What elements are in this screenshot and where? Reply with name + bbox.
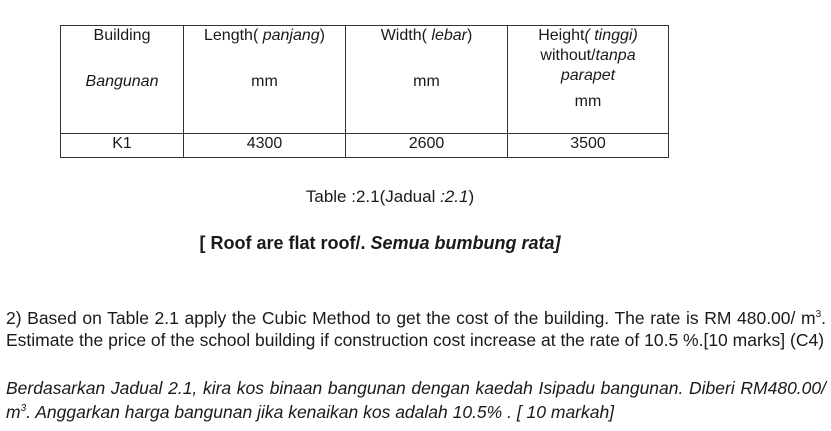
cell-width: 2600: [346, 134, 508, 158]
cell-length: 4300: [184, 134, 346, 158]
header-height-parapet: parapet: [560, 67, 616, 84]
header-width-ms: lebar: [426, 27, 467, 44]
header-width-en: Width(: [380, 27, 427, 44]
header-width: Width( lebar) mm: [346, 26, 508, 134]
header-height-en: Height: [538, 27, 585, 44]
header-height-tanpa: tanpa: [595, 47, 636, 64]
header-length: Length( panjang) mm: [184, 26, 346, 134]
cell-height: 3500: [508, 134, 669, 158]
question-malay: Berdasarkan Jadual 2.1, kira kos binaan bangunan dengan kaedah Isipadu bangunan. Diberi RM480.00/ $m^3$. Anggarkan harga bangunan jika kenaikan kos adalah 10.5% . [ 10 markah]: [6, 378, 826, 422]
table-row: [61, 134, 669, 158]
header-building: [61, 26, 184, 134]
header-length-ms: panjang: [258, 27, 320, 44]
roof-note: [ Roof are flat roof/. Semua bumbung rata]: [199, 233, 561, 253]
question-english: 2) Based on Table 2.1 apply the Cubic Method to get the cost of the building. The rate is RM 480.00/ $m^3$. Estimate the price of the school building if construction cost increase at the rate of 10.5 %.[10 marks] (C4): [6, 308, 826, 350]
cell-building: K1: [61, 134, 184, 158]
header-height: [508, 26, 669, 134]
header-building-ms: Bangunan: [85, 73, 159, 90]
header-length-en: Length(: [204, 27, 259, 44]
header-length-unit: mm: [251, 73, 278, 90]
table-header-row: [61, 26, 669, 134]
header-building-en: Building: [93, 27, 151, 44]
header-height-ms: ( tinggi): [584, 27, 638, 44]
building-dimensions-table: [60, 25, 669, 158]
header-height-unit: mm: [574, 93, 602, 110]
table-caption: Table :2.1(Jadual :2.1): [305, 187, 475, 206]
header-height-without: without/: [540, 47, 596, 64]
header-width-unit: mm: [413, 73, 440, 90]
